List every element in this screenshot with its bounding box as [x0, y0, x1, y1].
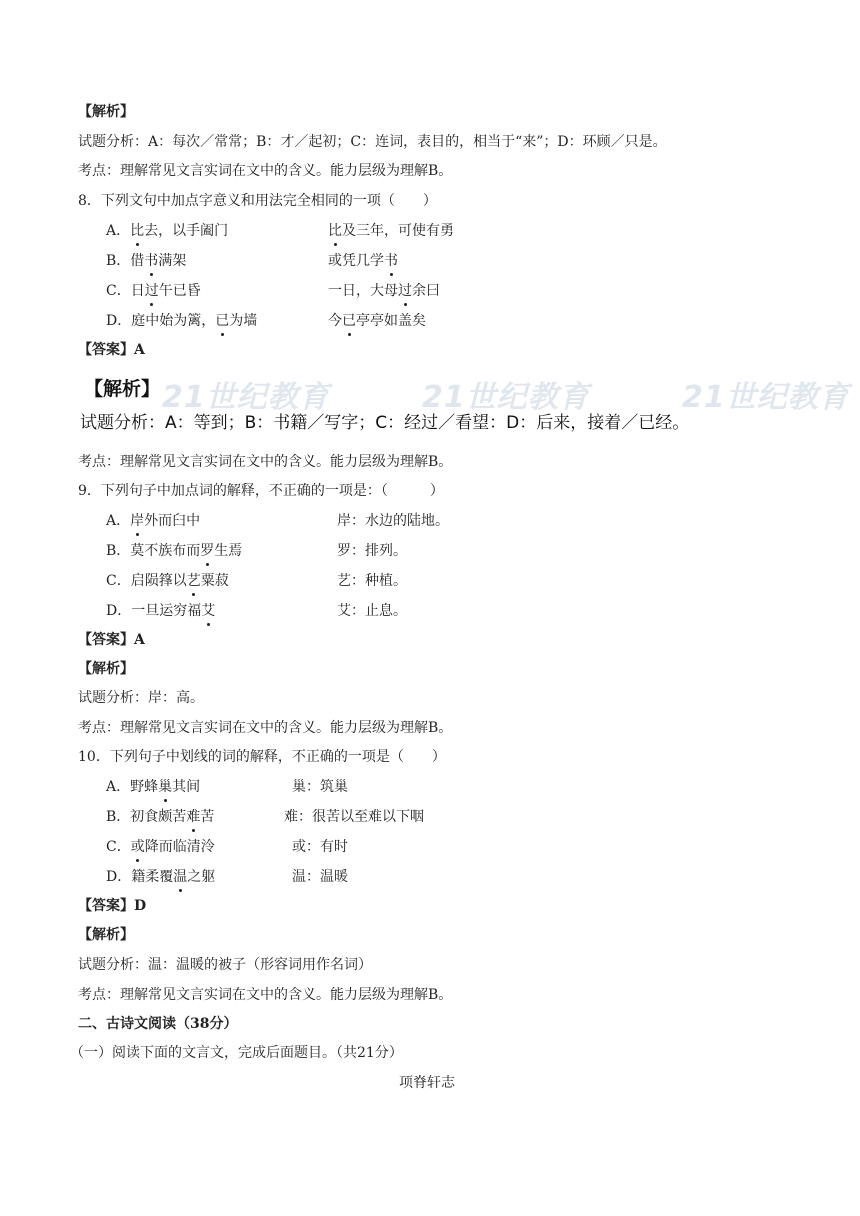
q9-option-a-left: A．岸外而臼中: [106, 513, 201, 529]
q9-option-c-right: 艺：种植。: [337, 573, 407, 589]
question-10-stem: 10．下列句子中划线的词的解释，不正确的一项是（ ）: [78, 749, 446, 765]
q8-option-c-left: C．日过午已昏: [106, 283, 201, 299]
q10-answer: 【答案】D: [78, 898, 147, 914]
watermark: 21世纪教育: [422, 380, 590, 415]
q10-option-a-right: 巢：筑巢: [292, 779, 348, 795]
q9-answer: 【答案】A: [78, 632, 145, 648]
image-analysis-label: 【解析】: [84, 378, 161, 400]
q8-option-d-left: D．庭中始为篱，已为墙: [106, 313, 258, 329]
q9-option-b-right: 罗：排列。: [337, 543, 407, 559]
q9-option-a-right: 岸：水边的陆地。: [337, 513, 449, 529]
q10-option-d-right: 温：温暖: [292, 869, 348, 885]
q10-option-d-left: D．籍柔覆温之躯: [106, 869, 216, 885]
analysis-label: 【解析】: [78, 927, 134, 943]
q10-option-b-left: B．初食颇苦难苦: [106, 809, 215, 825]
q10-option-c-right: 或：有时: [292, 839, 348, 855]
q8-option-b-left: B．借书满架: [106, 253, 187, 269]
watermark: 21世纪教育: [162, 380, 330, 415]
q9-option-c-left: C．启陨箨以艺粟菽: [106, 573, 229, 589]
q8-option-c-right: 一日，大母过余曰: [328, 283, 440, 299]
kaodian-text: 考点：理解常见文言实词在文中的含义。能力层级为理解B。: [78, 987, 453, 1003]
kaodian-text: 考点：理解常见文言实词在文中的含义。能力层级为理解B。: [78, 163, 453, 179]
q8-option-d-right: 今已亭亭如盖矣: [328, 313, 426, 329]
q8-option-a-right: 比及三年，可使有勇: [328, 223, 454, 239]
q8-option-a-left: A．比去，以手阖门: [106, 223, 229, 239]
analysis-text: 试题分析：岸：高。: [78, 690, 204, 706]
section-instruction: （一）阅读下面的文言文，完成后面题目。（共21分）: [70, 1045, 403, 1061]
q10-option-b-right: 难：很苦以至难以下咽: [284, 809, 424, 825]
kaodian-text: 考点：理解常见文言实词在文中的含义。能力层级为理解B。: [78, 454, 453, 470]
question-8-stem: 8．下列文句中加点字意义和用法完全相同的一项（ ）: [78, 193, 437, 209]
q8-option-b-right: 或凭几学书: [328, 253, 398, 269]
analysis-text: 试题分析：温：温暖的被子（形容词用作名词）: [78, 957, 372, 973]
q10-option-a-left: A．野蜂巢其间: [106, 779, 201, 795]
analysis-label: 【解析】: [78, 661, 134, 677]
kaodian-text: 考点：理解常见文言实词在文中的含义。能力层级为理解B。: [78, 720, 453, 736]
section-heading: 二、古诗文阅读（38分）: [78, 1016, 238, 1032]
q9-option-b-left: B．莫不族布而罗生焉: [106, 543, 243, 559]
image-analysis-text: 试题分析：A：等到；B：书籍／写字；C：经过／看望：D：后来，接着／已经。: [80, 413, 690, 433]
q9-option-d-left: D．一旦运穷福艾: [106, 603, 216, 619]
watermark: 21世纪教育: [682, 380, 850, 415]
passage-title: 项脊轩志: [399, 1075, 455, 1091]
q8-answer: 【答案】A: [78, 342, 145, 358]
question-9-stem: 9．下列句子中加点词的解释，不正确的一项是：（ ）: [78, 483, 444, 499]
analysis-text: 试题分析：A：每次／常常；B：才／起初；C：连词，表目的，相当于“来”；D：环顾／只是。: [78, 134, 667, 150]
analysis-label: 【解析】: [78, 104, 134, 120]
analysis-image: [72, 368, 850, 436]
q10-option-c-left: C．或降而临清泠: [106, 839, 215, 855]
q9-option-d-right: 艾：止息。: [337, 603, 407, 619]
